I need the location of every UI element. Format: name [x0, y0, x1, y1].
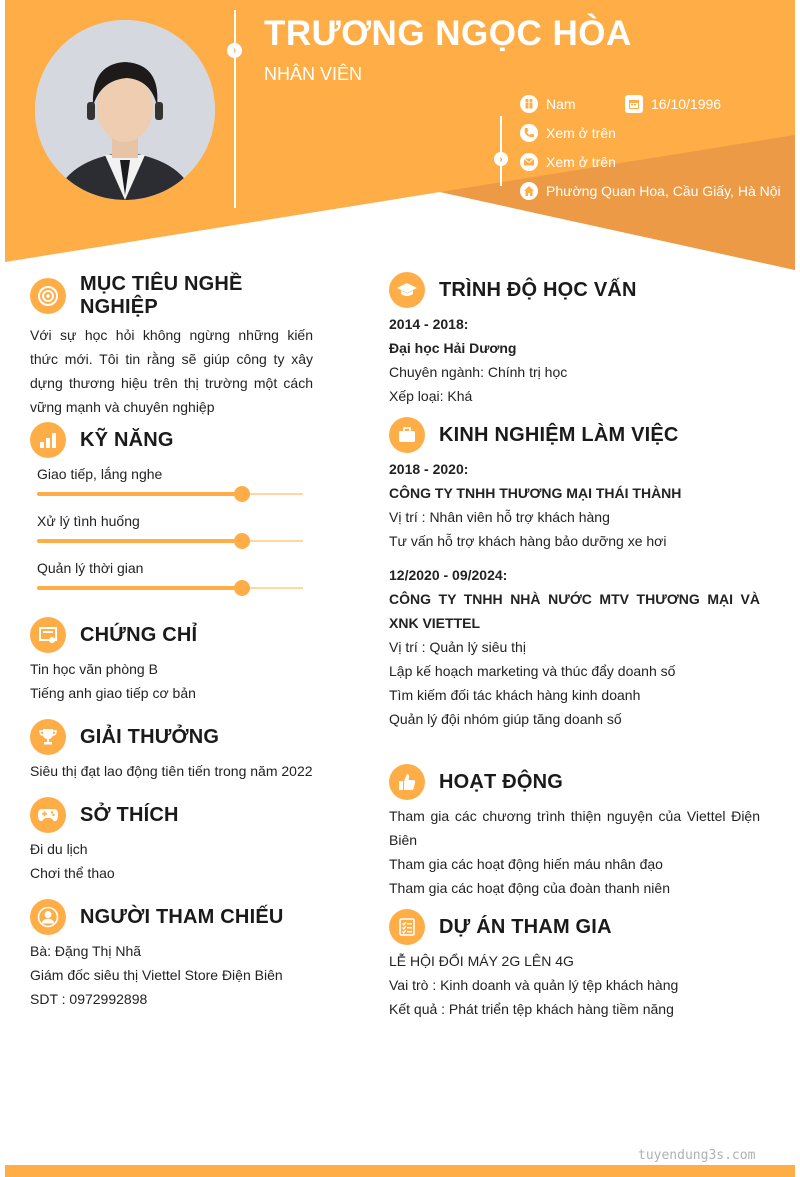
chevron-right-icon: ›	[494, 152, 508, 166]
projects-section	[389, 909, 760, 1021]
bar-chart-icon	[30, 422, 66, 458]
project-name: LỄ HỘI ĐỔI MÁY 2G LÊN 4G	[389, 953, 574, 969]
hobby-item: Đi du lịch	[30, 841, 88, 857]
education-section	[389, 272, 760, 408]
hobbies-title: SỞ THÍCH	[80, 803, 179, 826]
award-item: Siêu thị đạt lao động tiên tiến trong năm 2022	[30, 763, 313, 779]
references-section	[30, 899, 313, 1011]
chevron-right-icon: ›	[227, 43, 242, 58]
experience-section	[389, 417, 760, 731]
objective-title: MỤC TIÊU NGHỀ NGHIỆP	[80, 273, 243, 318]
footer-bar	[5, 1165, 795, 1177]
home-icon	[520, 182, 538, 200]
activities-title: HOẠT ĐỘNG	[439, 770, 564, 793]
objective-section	[30, 273, 313, 419]
project-role: Vai trò : Kinh doanh và quản lý tệp khách hàng	[389, 977, 679, 993]
avatar-icon	[35, 20, 215, 200]
address-text: Phường Quan Hoa, Cầu Giấy, Hà Nội	[546, 183, 781, 199]
job-item	[389, 563, 760, 731]
job-period: 12/2020 - 09/2024:	[389, 567, 508, 583]
birthday-text: 16/10/1996	[651, 96, 722, 112]
job-line: Vị trí : Nhân viên hỗ trợ khách hàng	[389, 509, 610, 525]
skill-item	[37, 466, 303, 482]
skill-track	[37, 493, 303, 495]
target-icon	[30, 278, 66, 314]
checklist-icon	[389, 909, 425, 945]
gender-info	[520, 95, 576, 113]
header-divider	[234, 10, 236, 208]
skill-fill	[37, 539, 242, 543]
job-item	[389, 457, 760, 553]
skill-knob	[234, 486, 250, 502]
gamepad-icon	[30, 797, 66, 833]
graduation-cap-icon	[389, 272, 425, 308]
certificates-section	[30, 617, 313, 705]
awards-section	[30, 719, 313, 783]
hobby-item: Chơi thể thao	[30, 865, 115, 881]
experience-title: KINH NGHIỆM LÀM VIỆC	[439, 423, 679, 446]
certificate-item: Tiếng anh giao tiếp cơ bản	[30, 685, 196, 701]
education-period: 2014 - 2018:	[389, 316, 469, 332]
profile-photo	[35, 20, 215, 200]
job-line: Tìm kiếm đối tác khách hàng kinh doanh	[389, 687, 641, 703]
skills-title: KỸ NĂNG	[80, 428, 174, 451]
user-icon	[30, 899, 66, 935]
education-school: Đại học Hải Dương	[389, 340, 517, 356]
skill-fill	[37, 492, 242, 496]
address-info	[520, 182, 781, 200]
reference-item: Bà: Đặng Thị Nhã	[30, 943, 142, 959]
skill-label: Quản lý thời gian	[37, 560, 144, 576]
birthday-info	[625, 95, 721, 113]
job-company: CÔNG TY TNHH THƯƠNG MẠI THÁI THÀNH	[389, 485, 682, 501]
reference-item: SDT : 0972992898	[30, 991, 148, 1007]
thumbs-up-icon	[389, 764, 425, 800]
education-title: TRÌNH ĐỘ HỌC VẤN	[439, 278, 637, 301]
skills-section	[30, 422, 313, 458]
candidate-name: TRƯƠNG NGỌC HÒA	[264, 14, 632, 53]
awards-title: GIẢI THƯỞNG	[80, 725, 220, 748]
activity-item: Tham gia các hoạt động của đoàn thanh niên	[389, 880, 670, 896]
activities-section	[389, 764, 760, 900]
skill-item	[37, 513, 303, 529]
skill-knob	[234, 580, 250, 596]
skill-label: Giao tiếp, lắng nghe	[37, 466, 163, 482]
certificates-title: CHỨNG CHỈ	[80, 623, 198, 646]
job-line: Quản lý đội nhóm giúp tăng doanh số	[389, 711, 622, 727]
certificate-item: Tin học văn phòng B	[30, 661, 158, 677]
email-info	[520, 153, 616, 171]
trophy-icon	[30, 719, 66, 755]
references-title: NGƯỜI THAM CHIẾU	[80, 905, 284, 928]
contact-divider	[500, 116, 502, 186]
skill-label: Xử lý tình huống	[37, 513, 140, 529]
certificate-icon	[30, 617, 66, 653]
job-line: Tư vấn hỗ trợ khách hàng bảo dưỡng xe hơi	[389, 533, 667, 549]
skill-fill	[37, 586, 242, 590]
activity-item: Tham gia các chương trình thiện nguyện của Viettel Điện Biên	[389, 808, 760, 848]
project-result: Kết quả : Phát triển tệp khách hàng tiềm năng	[389, 1001, 674, 1017]
gender-text: Nam	[546, 96, 576, 112]
skill-track	[37, 540, 303, 542]
hobbies-section	[30, 797, 313, 885]
job-period: 2018 - 2020:	[389, 461, 469, 477]
gender-icon	[520, 95, 538, 113]
activity-item: Tham gia các hoạt động hiến máu nhân đạo	[389, 856, 663, 872]
header	[0, 0, 800, 280]
job-company: CÔNG TY TNHH NHÀ NƯỚC MTV THƯƠNG MẠI VÀ XNK VIETTEL	[389, 591, 760, 631]
briefcase-icon	[389, 417, 425, 453]
education-grade: Xếp loại: Khá	[389, 388, 473, 404]
skill-item	[37, 560, 303, 576]
reference-item: Giám đốc siêu thị Viettel Store Điện Biên	[30, 967, 283, 983]
mail-icon	[520, 153, 538, 171]
projects-title: DỰ ÁN THAM GIA	[439, 915, 612, 938]
phone-text: Xem ở trên	[546, 125, 616, 141]
job-line: Lập kế hoạch marketing và thúc đẩy doanh số	[389, 663, 676, 679]
education-major: Chuyên ngành: Chính trị học	[389, 364, 568, 380]
calendar-icon	[625, 95, 643, 113]
skill-knob	[234, 533, 250, 549]
skill-track	[37, 587, 303, 589]
objective-text: Với sự học hỏi không ngừng những kiến thức mới. Tôi tin rằng sẽ giúp công ty xây dựng thương hiệu trên thị trường một cách vững mạnh và chuyên nghiệp	[30, 327, 313, 415]
phone-icon	[520, 124, 538, 142]
watermark: tuyendung3s.com	[638, 1148, 756, 1163]
email-text: Xem ở trên	[546, 154, 616, 170]
candidate-role: NHÂN VIÊN	[264, 64, 363, 84]
phone-info	[520, 124, 616, 142]
job-line: Vị trí : Quản lý siêu thị	[389, 639, 526, 655]
